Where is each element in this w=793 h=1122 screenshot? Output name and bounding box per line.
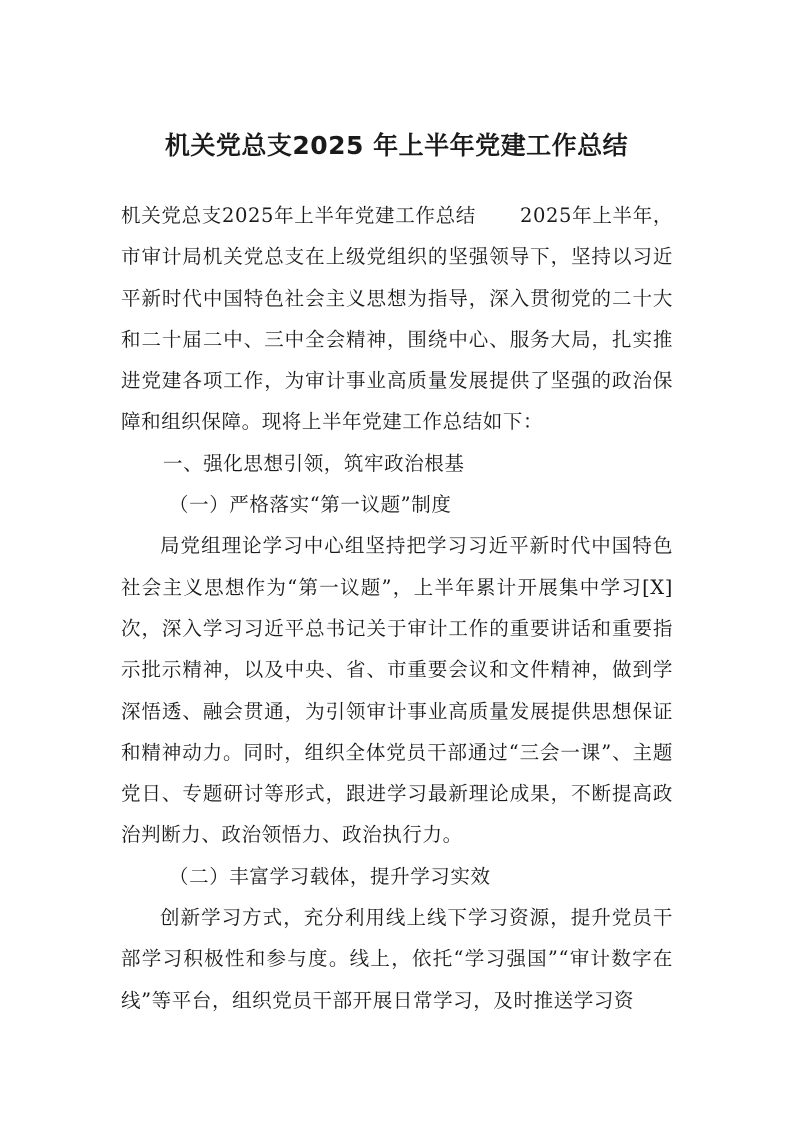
subsection-2-heading: （二）丰富学习载体，提升学习实效 bbox=[169, 864, 491, 888]
document-title: 机关党总支2025 年上半年党建工作总结 bbox=[164, 131, 629, 160]
subsection-1-heading: （一）严格落实“第一议题”制度 bbox=[169, 493, 452, 517]
intro-label: 机关党总支2025年上半年党建工作总结 bbox=[121, 204, 477, 227]
section-1-heading: 一、强化思想引领，筑牢政治根基 bbox=[163, 451, 465, 475]
subsection-1-paragraph: 局党组理论学习中心组坚持把学习习近平新时代中国特色社会主义思想作为“第一议题”，上半年累计开展集中学习[X]次，深入学习习近平总书记关于审计工作的重要讲话和重要指示批示精神，以及中央、省、市重要会议和文件精神，做到学深悟透、融会贯通，为引领审计事业高质量发展提供思想保证和精神动力。同时，组织全体党员干部通过“三会一课”、主题党日、专题研讨等形式，跟进学习最新理论成果，不断提高政治判断力、政治领悟力、政治执行力。 bbox=[121, 534, 673, 847]
subsection-2-paragraph: 创新学习方式，充分利用线上线下学习资源，提升党员干部学习积极性和参与度。线上，依托“学习强国”“审计数字在线”等平台，组织党员干部开展日常学习，及时推送学习资 bbox=[121, 906, 673, 1012]
intro-text: 2025年上半年，市审计局机关党总支在上级党组织的坚强领导下，坚持以习近平新时代中国特色社会主义思想为指导，深入贯彻党的二十大和二十届二中、三中全会精神，围绕中心、服务大局，扎实推进党建各项工作，为审计事业高质量发展提供了坚强的政治保障和组织保障。现将上半年党建工作总结如下： bbox=[121, 204, 674, 434]
intro-paragraph bbox=[121, 195, 673, 443]
document-body bbox=[121, 195, 673, 1021]
